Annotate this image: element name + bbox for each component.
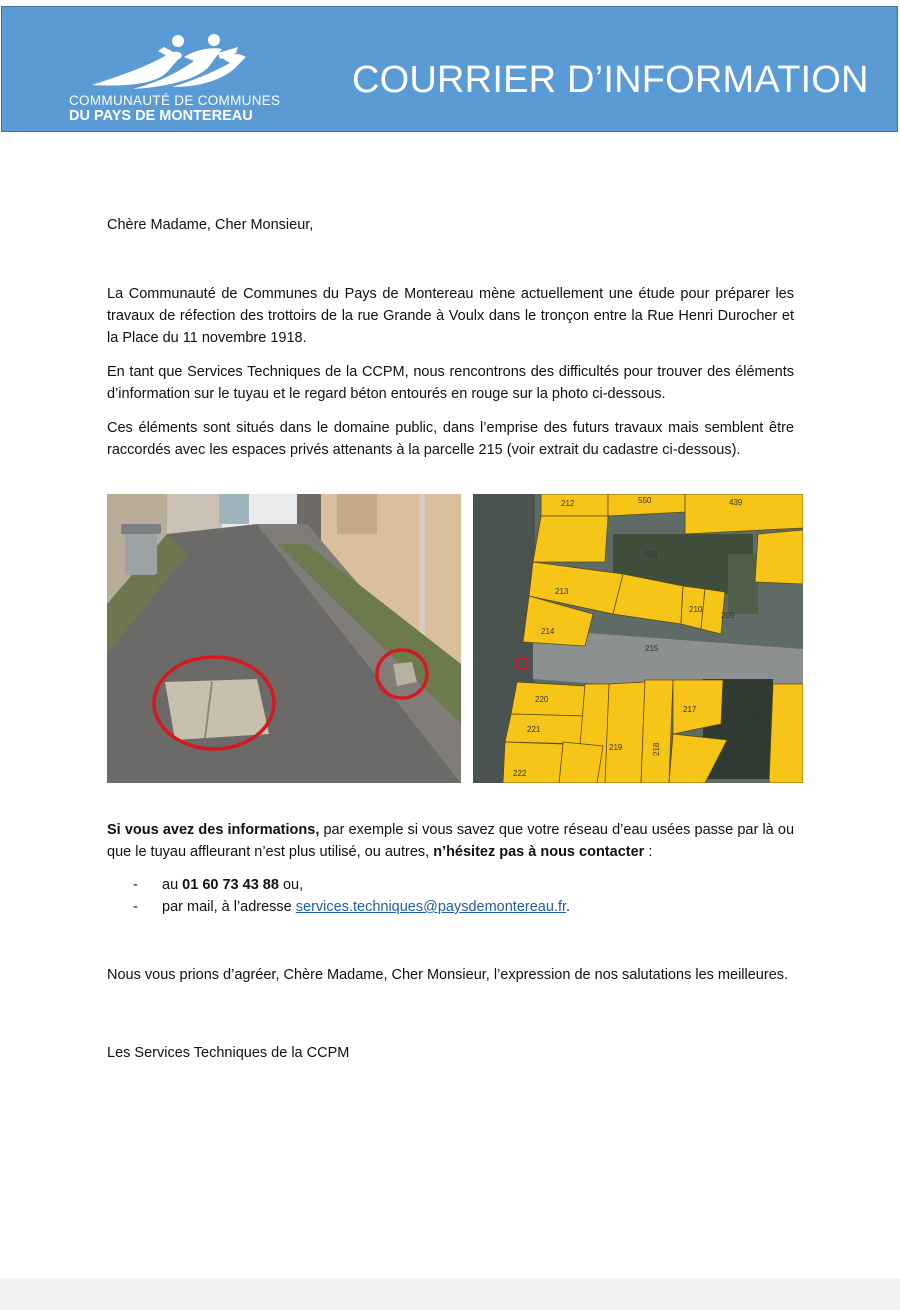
svg-text:221: 221 xyxy=(527,725,541,734)
organization-logo xyxy=(62,27,282,127)
email-link[interactable]: services.techniques@paysdemontereau.fr xyxy=(295,899,567,915)
paragraph-3: Ces éléments sont situés dans le domaine public, dans l’emprise des futurs travaux mais semblent être raccordés avec les espaces privés attenants à la parcelle 215 (voir extrait du cadastre ci-dessous). xyxy=(107,420,794,458)
salutation: Chère Madame, Cher Monsieur, xyxy=(107,217,314,233)
logo-org-line1: COMMUNAUTÉ DE COMMUNES xyxy=(69,93,281,108)
list-item xyxy=(107,874,807,896)
svg-text:550: 550 xyxy=(638,496,652,505)
list-dash: - xyxy=(133,877,138,893)
svg-text:215: 215 xyxy=(645,644,659,653)
contact-paragraph xyxy=(107,819,794,863)
info-text: par exemple si vous savez que votre réseau d’eau usées passe par là ou que le tuyau affleurant n’est plus utilisé, ou autres, xyxy=(107,822,795,860)
svg-text:212: 212 xyxy=(561,499,575,508)
list-item xyxy=(107,896,807,918)
info-bold-contact: n’hésitez pas à nous contacter xyxy=(433,844,645,860)
street-photo xyxy=(107,494,461,783)
svg-text:210: 210 xyxy=(689,605,703,614)
svg-text:220: 220 xyxy=(535,695,549,704)
info-end: : xyxy=(644,844,653,860)
paragraph-2: En tant que Services Techniques de la CCPM, nous rencontrons des difficultés pour trouver des éléments d’information sur le tuyau et le regard béton entourés en rouge sur la photo ci-dessous. xyxy=(107,364,794,402)
contact-list xyxy=(107,874,807,918)
svg-text:213: 213 xyxy=(555,587,569,596)
svg-text:222: 222 xyxy=(513,769,527,778)
svg-text:219: 219 xyxy=(609,743,623,752)
svg-text:209: 209 xyxy=(721,611,735,620)
phone-number[interactable]: 01 60 73 43 88 xyxy=(182,877,279,893)
page-title: COURRIER D’INFORMATION xyxy=(352,59,869,101)
svg-text:216: 216 xyxy=(749,711,763,720)
running-figures-logo-icon xyxy=(62,27,282,93)
svg-text:214: 214 xyxy=(541,627,555,636)
closing-paragraph: Nous vous prions d’agréer, Chère Madame, Cher Monsieur, l’expression de nos salutations les meilleures. xyxy=(107,967,789,983)
info-bold-lead: Si vous avez des informations, xyxy=(107,822,320,838)
header-banner xyxy=(1,6,898,132)
list-dash: - xyxy=(133,899,138,915)
mail-suffix: . xyxy=(566,899,571,915)
mail-prefix: par mail, à l’adresse xyxy=(162,899,296,915)
signature: Les Services Techniques de la CCPM xyxy=(107,1045,350,1061)
svg-text:439: 439 xyxy=(729,498,743,507)
paragraph-1: La Communauté de Communes du Pays de Montereau mène actuellement une étude pour préparer les travaux de réfection des trottoirs de la rue Grande à Voulx dans le tronçon entre la Rue Henri Durocher et la Place du 11 novembre 1918. xyxy=(107,286,794,346)
cadastre-map xyxy=(473,494,803,783)
phone-prefix: au xyxy=(162,877,183,893)
svg-text:551: 551 xyxy=(645,550,659,559)
logo-org-line2: DU PAYS DE MONTEREAU xyxy=(69,108,253,124)
svg-text:218: 218 xyxy=(652,742,661,756)
phone-suffix: ou, xyxy=(278,877,304,893)
svg-text:217: 217 xyxy=(683,705,697,714)
